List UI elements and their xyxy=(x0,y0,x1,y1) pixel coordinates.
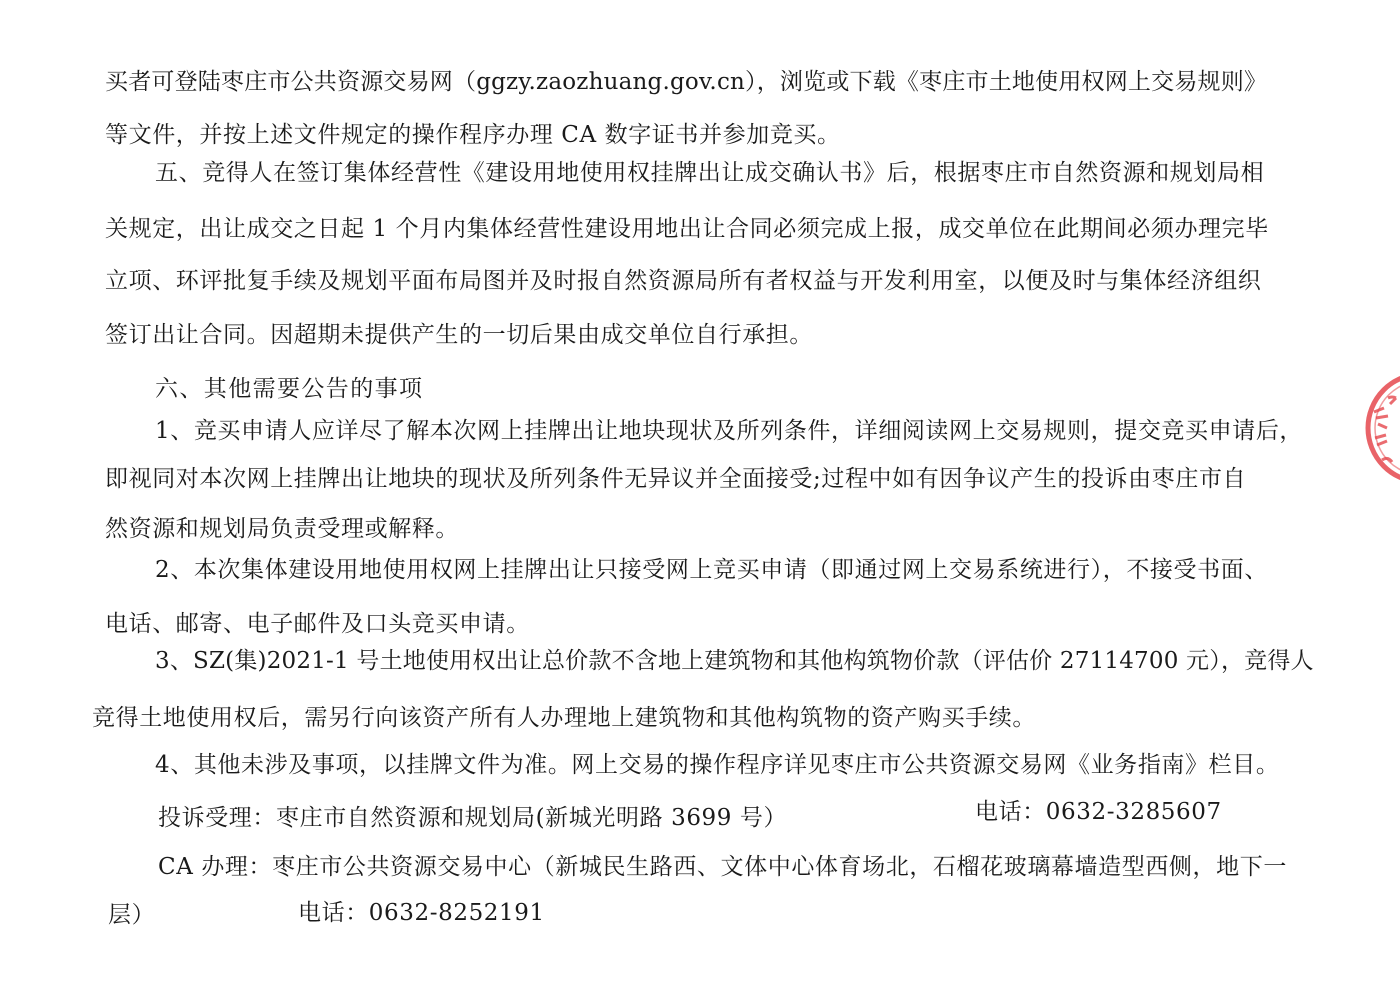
text-line-14: 竞得土地使用权后，需另行向该资产所有人办理地上建筑物和其他构筑物的资产购买手续。 xyxy=(92,705,1036,731)
complaint-line: 投诉受理：枣庄市自然资源和规划局(新城光明路 3699 号） xyxy=(158,805,788,831)
text-line-6: 签订出让合同。因超期未提供产生的一切后果由成交单位自行承担。 xyxy=(105,322,813,348)
text-line-8: 1、竞买申请人应详尽了解本次网上挂牌出让地块现状及所列条件，详细阅读网上交易规则，提交竞买申请后， xyxy=(155,418,1304,444)
text-line-2: 等文件，并按上述文件规定的操作程序办理 CA 数字证书并参加竞买。 xyxy=(105,122,841,148)
text-line-5: 立项、环评批复手续及规划平面布局图并及时报自然资源局所有者权益与开发利用室，以便及时与集体经济组织 xyxy=(105,268,1262,294)
text-line-11: 2、本次集体建设用地使用权网上挂牌出让只接受网上竞买申请（即通过网上交易系统进行），不接受书面、 xyxy=(155,557,1268,583)
ca-line: CA 办理：枣庄市公共资源交易中心（新城民生路西、文体中心体育场北，石榴花玻璃幕墙造型西侧，地下一 xyxy=(158,854,1287,880)
red-seal-stamp-icon xyxy=(1362,368,1400,488)
ca-phone: 电话：0632-8252191 xyxy=(298,900,545,926)
text-line-12: 电话、邮寄、电子邮件及口头竞买申请。 xyxy=(105,611,530,637)
text-line-1: 买者可登陆枣庄市公共资源交易网（ggzy.zaozhuang.gov.cn），浏览或下载《枣庄市土地使用权网上交易规则》 xyxy=(105,69,1268,95)
section-heading-6: 六、其他需要公告的事项 xyxy=(155,376,424,402)
complaint-phone: 电话：0632-3285607 xyxy=(975,799,1222,825)
text-line-13: 3、SZ(集)2021-1 号土地使用权出让总价款不含地上建筑物和其他构筑物价款（评估价 27114700 元），竞得人 xyxy=(155,648,1314,674)
text-line-4: 关规定，出让成交之日起 1 个月内集体经营性建设用地出让合同必须完成上报，成交单位在此期间必须办理完毕 xyxy=(105,216,1269,242)
ca-line-continued: 层） xyxy=(108,902,156,928)
text-line-15: 4、其他未涉及事项，以挂牌文件为准。网上交易的操作程序详见枣庄市公共资源交易网《业务指南》栏目。 xyxy=(155,752,1280,778)
text-line-10: 然资源和规划局负责受理或解释。 xyxy=(105,516,459,542)
text-line-9: 即视同对本次网上挂牌出让地块的现状及所列条件无异议并全面接受;过程中如有因争议产生的投诉由枣庄市自 xyxy=(105,466,1247,492)
text-line-3: 五、竞得人在签订集体经营性《建设用地使用权挂牌出让成交确认书》后，根据枣庄市自然资源和规划局相 xyxy=(155,160,1265,186)
